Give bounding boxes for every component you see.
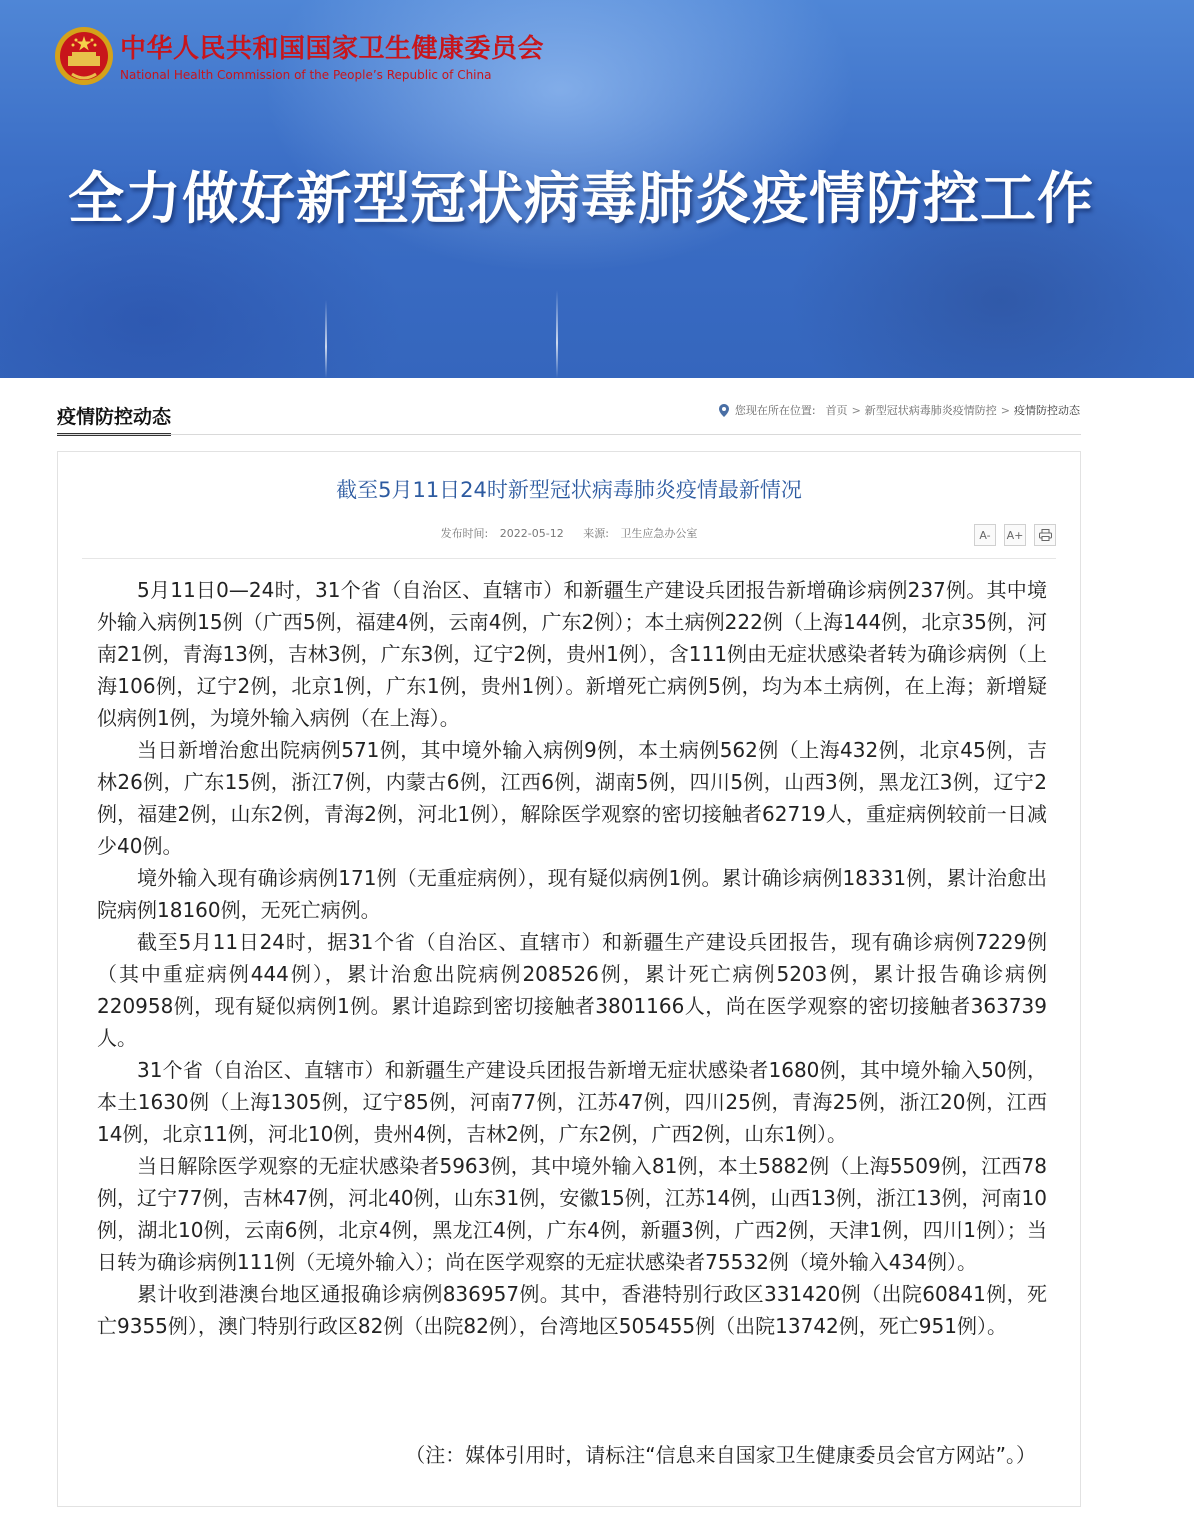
article-meta <box>58 525 1080 541</box>
article-paragraph: 截至5月11日24时，据31个省（自治区、直辖市）和新疆生产建设兵团报告，现有确诊病例7229例（其中重症病例444例），累计治愈出院病例208526例，累计死亡病例5203例，累计报告确诊病例220958例，现有疑似病例1例。累计追踪到密切接触者3801166人，尚在医学观察的密切接触者363739人。 <box>97 930 1047 1050</box>
article-paragraph: 5月11日0—24时，31个省（自治区、直辖市）和新疆生产建设兵团报告新增确诊病例237例。其中境外输入病例15例（广西5例，福建4例，云南4例，广东2例）；本土病例222例（上海144例，北京35例，河南21例，青海13例，吉林3例，广东3例，辽宁2例，贵州1例），含111例由无症状感染者转为确诊病例（上海106例，辽宁2例，北京1例，广东1例，贵州1例）。新增死亡病例5例，均为本土病例，在上海；新增疑似病例1例，为境外输入病例（在上海）。 <box>97 578 1047 730</box>
printer-icon <box>1039 529 1052 541</box>
decorative-streak <box>325 300 327 378</box>
breadcrumb-item-home[interactable]: 首页 <box>825 404 848 417</box>
article-paragraph: 累计收到港澳台地区通报确诊病例836957例。其中，香港特别行政区331420例（出院60841例，死亡9355例），澳门特别行政区82例（出院82例），台湾地区505455例（出院13742例，死亡951例）。 <box>97 1282 1047 1338</box>
section-title: 疫情防控动态 <box>57 402 171 436</box>
source-label: 来源: <box>583 527 609 540</box>
location-pin-icon <box>719 404 729 417</box>
breadcrumb-prefix: 您现在所在位置: <box>734 404 816 417</box>
org-name-cn[interactable]: 中华人民共和国国家卫生健康委员会 <box>120 34 545 64</box>
national-emblem-icon <box>54 26 114 86</box>
publish-date: 2022-05-12 <box>499 527 564 540</box>
article-paragraph: 当日新增治愈出院病例571例，其中境外输入病例9例，本土病例562例（上海432例，北京45例，吉林26例，广东15例，浙江7例，内蒙古6例，江西6例，湖南5例，四川5例，山西3例，黑龙江3例，辽宁2例，福建2例，山东2例，青海2例，河北1例），解除医学观察的密切接触者62719人，重症病例较前一日减少40例。 <box>97 738 1047 858</box>
publish-label: 发布时间: <box>440 527 489 540</box>
font-larger-button[interactable]: A+ <box>1004 524 1026 546</box>
article-title: 截至5月11日24时新型冠状病毒肺炎疫情最新情况 <box>336 478 802 502</box>
article-tools <box>974 524 1056 546</box>
article-paragraph: 31个省（自治区、直辖市）和新疆生产建设兵团报告新增无症状感染者1680例，其中境外输入50例，本土1630例（上海1305例，辽宁85例，河南77例，江苏47例，四川25例，青海25例，浙江20例，江西14例，北京11例，河北10例，贵州4例，吉林2例，广东2例，广西2例，山东1例）。 <box>97 1058 1047 1146</box>
breadcrumb-separator: > <box>1000 403 1010 417</box>
source-value: 卫生应急办公室 <box>620 527 698 540</box>
media-citation-note: （注：媒体引用时，请标注“信息来自国家卫生健康委员会官方网站”。） <box>405 1443 1036 1467</box>
article-paragraph: 境外输入现有确诊病例171例（无重症病例），现有疑似病例1例。累计确诊病例18331例，累计治愈出院病例18160例，无死亡病例。 <box>97 866 1047 922</box>
header-banner <box>0 0 1194 378</box>
print-button[interactable] <box>1034 524 1056 546</box>
breadcrumb-item-covid-prevention[interactable]: 新型冠状病毒肺炎疫情防控 <box>864 404 997 417</box>
article-body <box>97 574 1047 1342</box>
section-divider <box>57 434 1081 435</box>
article-container <box>57 451 1081 1507</box>
breadcrumb-item-current[interactable]: 疫情防控动态 <box>1014 404 1080 417</box>
breadcrumb-separator: > <box>851 403 861 417</box>
banner-slogan: 全力做好新型冠状病毒肺炎疫情防控工作 <box>68 167 1094 232</box>
breadcrumb <box>719 402 1080 418</box>
meta-divider <box>82 558 1056 559</box>
org-name-en: National Health Commission of the People’s Republic of China <box>120 68 492 82</box>
decorative-streak <box>556 290 558 378</box>
article-paragraph: 当日解除医学观察的无症状感染者5963例，其中境外输入81例，本土5882例（上海5509例，江西78例，辽宁77例，吉林47例，河北40例，山东31例，安徽15例，江苏14例，山西13例，浙江13例，河南10例，湖北10例，云南6例，北京4例，黑龙江4例，广东4例，新疆3例，广西2例，天津1例，四川1例）；当日转为确诊病例111例（无境外输入）；尚在医学观察的无症状感染者75532例（境外输入434例）。 <box>97 1154 1047 1274</box>
font-smaller-button[interactable]: A- <box>974 524 996 546</box>
